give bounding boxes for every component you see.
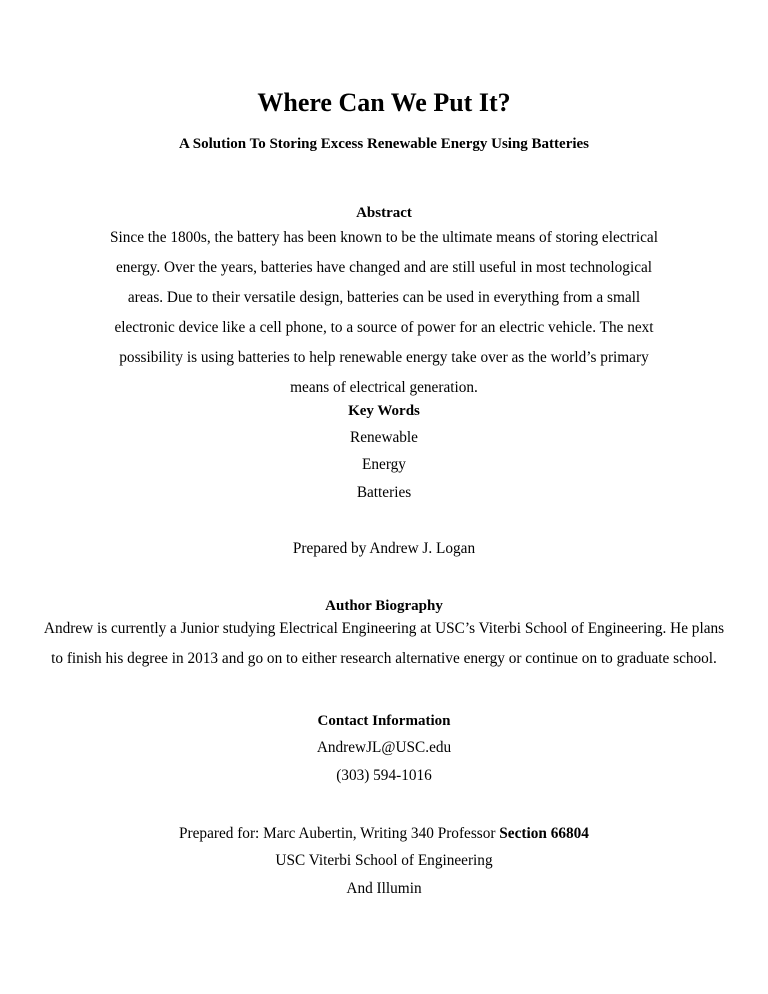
abstract-body: Since the 1800s, the battery has been known to be the ultimate means of storing electrical energy. Over the years, batteries have changed and are still useful in most technological areas. Due to their versatile design, batteries can be used in everything from a small electronic device like a cell phone, to a source of power for an electric vehicle. The next possibility is using batteries to help renewable energy take over as the world’s primary means of electrical generation. [110,229,658,396]
key-words-heading: Key Words [348,403,420,419]
author-biography-body: Andrew is currently a Junior studying Electrical Engineering at USC’s Viterbi School of Engineering. He plans to finish his degree in 2013 and go on to either research alternative energy or continue on to graduate school. [43,620,725,667]
author-biography-heading: Author Biography [325,598,443,614]
prepared-for-school: USC Viterbi School of Engineering [275,852,493,869]
key-word-item: Renewable [350,429,418,446]
prepared-for-text: Prepared for: Marc Aubertin, Writing 340 Professor [179,825,500,842]
contact-email: AndrewJL@USC.edu [316,739,452,756]
document-title: Where Can We Put It? [257,88,511,117]
key-word-item: Batteries [356,484,412,501]
contact-phone: (303) 594-1016 [336,767,432,784]
abstract-heading: Abstract [356,205,412,221]
document-subtitle: A Solution To Storing Excess Renewable Energy Using Batteries [178,136,590,152]
contact-information-heading: Contact Information [317,713,451,729]
prepared-for-illumin: And Illumin [346,880,422,897]
prepared-by: Prepared by Andrew J. Logan [292,540,476,557]
prepared-for-section: Section 66804 [499,825,589,842]
key-word-item: Energy [362,456,406,473]
prepared-for [0,825,768,843]
